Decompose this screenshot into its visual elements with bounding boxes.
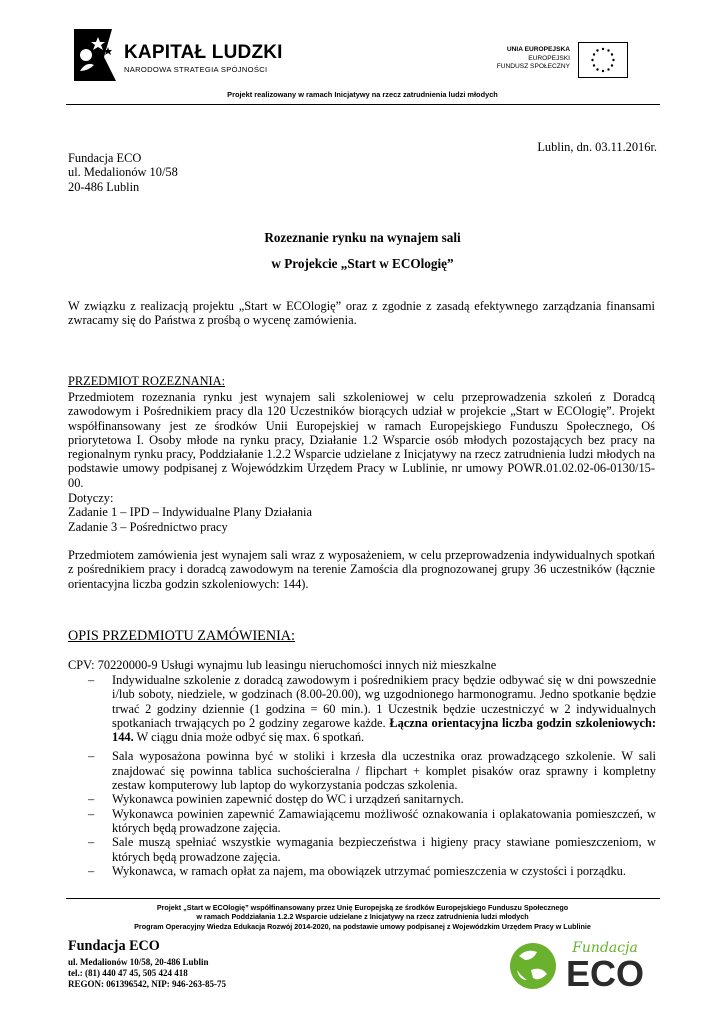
section-heading-subject: PRZEDMIOT ROZEZNANIA:	[68, 374, 226, 388]
bullet-dash: –	[88, 835, 95, 850]
eu-label-line1: UNIA EUROPEJSKA	[506, 46, 570, 53]
tasks-label: Dotyczy:	[68, 491, 114, 505]
list-item	[88, 864, 656, 878]
bullet-dash: –	[88, 806, 95, 821]
kapital-ludzki-logo	[68, 27, 120, 83]
requirement-text: Sale muszą spełniać wszystkie wymagania bezpieczeństwa i higieny pracy stawiane pomieszczeniom, w których będą prowadzone zajęcia.	[112, 835, 656, 864]
footer-divider	[66, 898, 660, 899]
sender-address	[68, 151, 178, 194]
footer-regon: REGON: 061396542, NIP: 946-263-85-75	[68, 979, 226, 990]
list-item	[88, 673, 656, 744]
kapital-ludzki-title: KAPITAŁ LUDZKI	[124, 42, 283, 63]
subject-paragraph: Przedmiotem rozeznania rynku jest wynajem sali szkoleniowej w celu przeprowadzenia szkoleń z Doradcą zawodowym i Pośrednikiem pracy dla 120 Uczestników biorących udział w projekcie „Start w ECOlogię”. Projekt współfinansowany jest ze środków Unii Europejskiej w ramach Europejskiego Funduszu Społecznego, Oś priorytetowa I. Osoby młode na rynku pracy, Działanie 1.2 Wsparcie osób młodych pozostających bez pracy na regionalnym rynku pracy, Poddziałanie 1.2.2 Wsparcie udzielane z Inicjatywy na rzecz zatrudnienia ludzi młodych na podstawie umowy podpisanej z Wojewódzkim Urzędem Pracy w Lublinie, nr umowy POWR.01.02.02-06-0130/15-00.	[68, 390, 655, 490]
eco-logo-word: ECO	[565, 953, 645, 992]
kapital-ludzki-subtitle: NARODOWA STRATEGIA SPÓJNOŚCI	[124, 65, 268, 74]
intro-paragraph: W związku z realizacją projektu „Start w ECOlogię” oraz z zgodnie z zasadą efektywnego zarządzania finansami zwracamy się do Państwa z prośbą o wycenę zamówienia.	[68, 299, 655, 328]
footer-note-line: Projekt „Start w ECOlogię” współfinansowany przez Unię Europejską ze środków Europejskiego Funduszu Społecznego	[156, 903, 569, 912]
requirement-text: Wykonawca, w ramach opłat za najem, ma obowiązek utrzymać pomieszczenia w czystości i porządku.	[112, 863, 626, 878]
list-item	[88, 807, 656, 836]
header-project-note: Projekt realizowany w ramach Inicjatywy na rzecz zatrudnienia ludzi młodych	[227, 90, 498, 99]
list-item	[88, 749, 656, 792]
address-line: Fundacja ECO	[68, 151, 142, 165]
bullet-dash: –	[88, 673, 95, 687]
task-item: Zadanie 1 – IPD – Indywidualne Plany Działania	[68, 505, 312, 520]
address-line: 20-486 Lublin	[68, 179, 140, 194]
task-item: Zadanie 3 – Pośrednictwo pracy	[68, 519, 228, 534]
eu-label-line2: EUROPEJSKI	[528, 54, 570, 62]
header-divider	[66, 104, 660, 105]
address-line: ul. Medalionów 10/58	[68, 165, 178, 180]
cpv-code: CPV: 70220000-9 Usługi wynajmu lub leasingu nieruchomości innych niż mieszkalne	[68, 658, 497, 672]
footer-org-name: Fundacja ECO	[68, 938, 160, 954]
footer-note-line: w ramach Poddziałania 1.2.2 Wsparcie udzielane z Inicjatywy na rzecz zatrudnienia ludzi młodych	[196, 912, 529, 922]
eu-flag-icon	[578, 42, 628, 78]
footer-org-details	[68, 957, 226, 991]
bullet-dash: –	[88, 792, 95, 807]
list-item	[88, 835, 656, 864]
document-subtitle: w Projekcie „Start w ECOlogię”	[271, 256, 454, 271]
section-heading-description: OPIS PRZEDMIOTU ZAMÓWIENIA:	[68, 628, 295, 644]
footer-note-line: Program Operacyjny Wiedza Edukacja Rozwój 2014-2020, na podstawie umowy podpisanej z Wojewódzkim Urzędem Pracy w Lublinie	[134, 921, 591, 931]
footer-address: ul. Medalionów 10/58, 20-486 Lublin	[68, 957, 209, 967]
requirement-text: Wykonawca powinien zapewnić Zamawiającemu możliwość oznakowania i oplakatowania pomieszczeń, w których będą prowadzone zajęcia.	[112, 806, 656, 835]
requirement-text: Sala wyposażona powinna być w stoliki i krzesła dla uczestnika oraz prowadzącego szkolenie. W sali znajdować się powinna tablica suchościeralna / flipchart + komplet pisaków oraz sprawny i kompletny zestaw komputerowy lub laptop do wykorzystania podczas szkolenia.	[112, 749, 656, 793]
eco-logo-script: Fundacja	[572, 940, 638, 956]
requirement-text: W ciągu dnia może odbyć się max. 6 spotkań.	[133, 730, 365, 745]
list-item	[88, 792, 656, 806]
tasks-list	[68, 491, 312, 534]
order-subject-paragraph: Przedmiotem zamówienia jest wynajem sali wraz z wyposażeniem, w celu przeprowadzenia indywidualnych spotkań z pośrednikiem pracy i doradcą zawodowym na terenie Zamościa dla prognozowanej grupy 36 uczestników (łącznie orientacyjna liczba godzin szkoleniowych: 144).	[68, 548, 655, 591]
footer-project-note	[0, 903, 725, 931]
document-title: Rozeznanie rynku na wynajem sali	[264, 230, 461, 245]
bullet-dash: –	[88, 749, 95, 764]
requirement-text: Indywidualne szkolenie z doradcą zawodowym i pośrednikiem pracy będzie odbywać się w dni powszednie i/lub soboty, niedziele, w godzinach (8.00-20.00), wg uzgodnionego harmonogramu. Jedno spotkanie będzie trwać 2 godziny dziennie (1 godzina = 60 min.). 1 Uczestnik będzie uczestniczyć w 2 indywidualnych spotkaniach trwających po 2 godziny zegarowe każde.	[112, 673, 656, 730]
eu-label	[470, 46, 570, 72]
fundacja-eco-logo	[507, 936, 667, 992]
requirement-hours-total: Łączna orientacyjna liczba godzin szkoleniowych: 144.	[112, 715, 656, 745]
bullet-dash: –	[88, 863, 95, 878]
footer-phone: tel.: (81) 440 47 45, 505 424 418	[68, 968, 188, 979]
globe-icon	[510, 943, 556, 989]
letter-date: Lublin, dn. 03.11.2016r.	[537, 140, 657, 154]
requirements-list	[88, 673, 656, 878]
requirement-text: Wykonawca powinien zapewnić dostęp do WC i urządzeń sanitarnych.	[112, 792, 464, 807]
eu-label-line3: FUNDUSZ SPOŁECZNY	[496, 63, 570, 71]
